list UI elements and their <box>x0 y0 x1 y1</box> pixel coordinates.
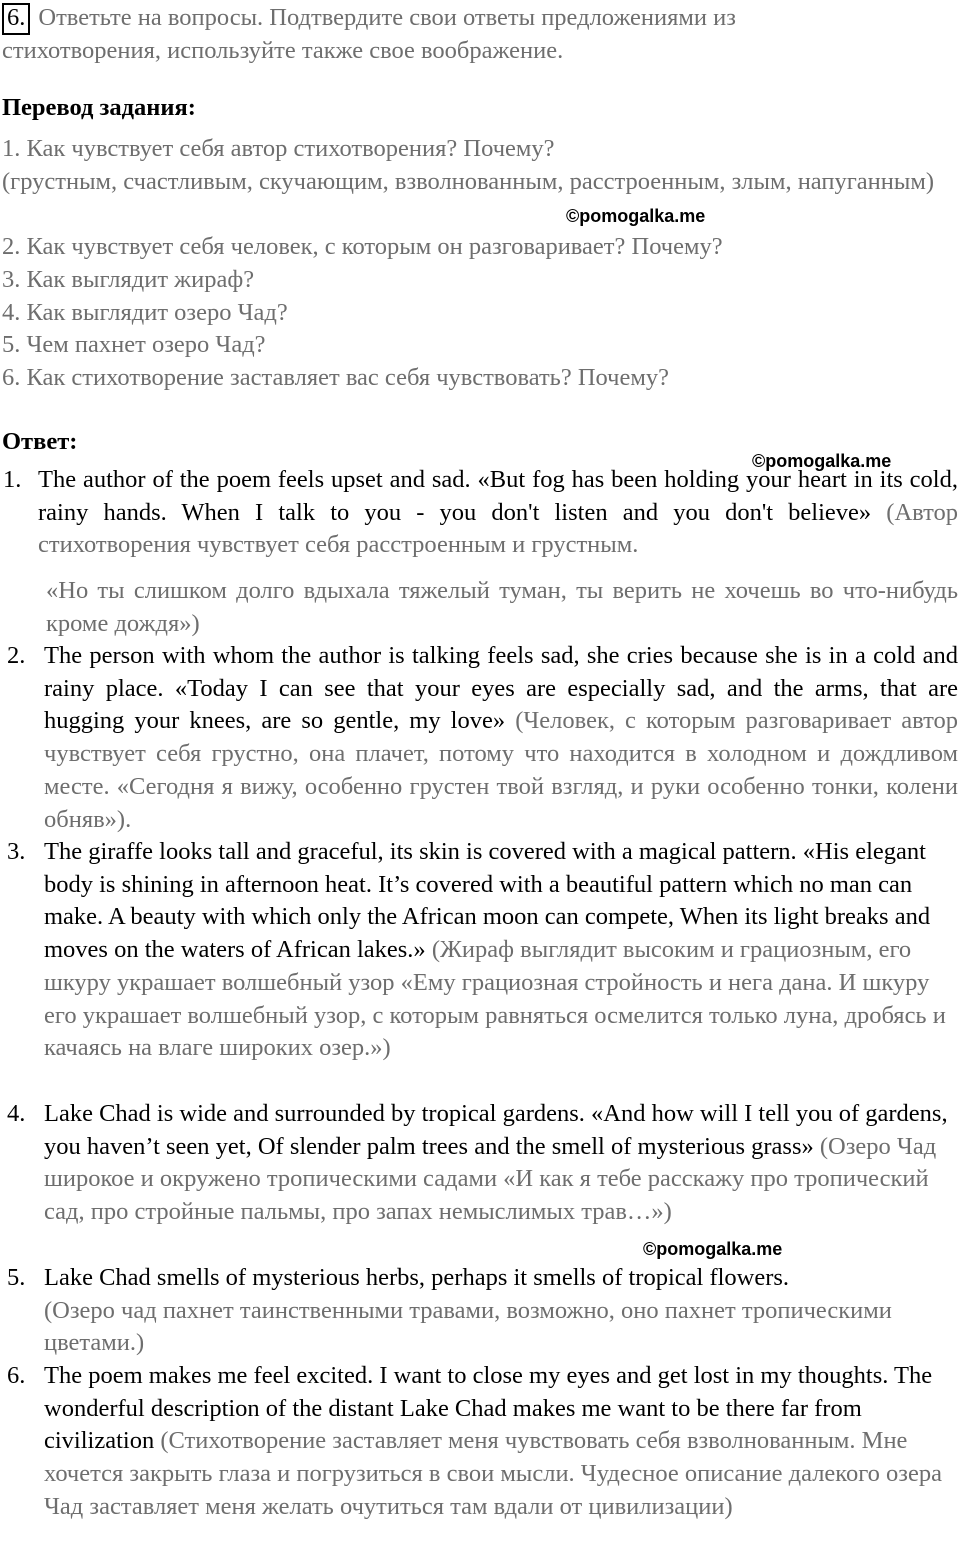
answer-item-number: 6. <box>7 1362 26 1389</box>
answer-item-number: 1. <box>3 466 22 493</box>
question-2: 2. Как чувствует себя человек, с которым он разговаривает? Почему? <box>2 233 723 260</box>
question-4: 4. Как выглядит озеро Чад? <box>2 299 288 326</box>
answer-item-russian: (Озеро Чад широкое и окружено тропическими садами «И как я тебе расскажу про тропический сад, про стройные пальмы, про запах немыслимых трав…») <box>44 1132 937 1226</box>
answer-heading: Ответ: <box>2 428 78 455</box>
answer-item-english: The person with whom the author is talking feels sad, she cries because she is in a cold and rainy place. «Today I can see that your eyes are especially sad, and the arms, that are hugging your knees, are so gentle, my love» <box>44 642 958 735</box>
answer-item-1-russian-cont: «Но ты слишком долго вдыхала тяжелый туман, ты верить не хочешь во что-нибудь кроме дождя») <box>46 577 958 637</box>
answer-item-russian: (Жираф выглядит высоким и грациозным, его шкуру украшает волшебный узор «Ему грациозная стройность и нега дана. И шкуру его украшает волшебный узор, с которым равняться осмелится только луна, дробясь и качаясь на влаге широких озер.») <box>44 936 946 1062</box>
task-line <box>2 2 952 68</box>
question-1: 1. Как чувствует себя автор стихотворения? Почему? <box>2 135 555 162</box>
answer-item-body <box>44 1098 958 1229</box>
answer-item-4 <box>0 1098 958 1229</box>
answer-item-1 <box>0 464 958 562</box>
watermark: ©pomogalka.me <box>643 1239 783 1259</box>
answer-item-number: 5. <box>7 1264 26 1291</box>
answer-item-body <box>38 464 958 562</box>
answer-item-russian: (Озеро чад пахнет таинственными травами, возможно, оно пахнет тропическими цветами.) <box>44 1296 892 1357</box>
answer-item-body <box>44 640 958 836</box>
answer-item-english: Lake Chad smells of mysterious herbs, perhaps it smells of tropical flowers. <box>44 1264 790 1291</box>
answer-item-5 <box>0 1262 958 1360</box>
answer-item-russian: (Человек, с которым разговаривает автор чувствует себя грустно, она плачет, потому что находится в холодном и дождливом месте. «Сегодня я вижу, особенно грустен твой взгляд, и руки особенно тонки, колени обняв»). <box>44 707 959 833</box>
task-number: 6. <box>2 3 30 35</box>
answer-item-english: The poem makes me feel excited. I want to close my eyes and get lost in my thoughts. The wonderful description of the distant Lake Chad makes me want to be there far from civilization <box>44 1362 933 1455</box>
answer-item-english: The giraffe looks tall and graceful, its skin is covered with a magical pattern. «His elegant body is shining in afternoon heat. It’s covered with a beautiful pattern which no man can make. A beauty with which only the African moon can compete, When its light breaks and moves on the waters of African lakes.» <box>44 838 931 964</box>
answer-item-english: Lake Chad is wide and surrounded by tropical gardens. «And how will I tell you of gardens, you haven’t seen yet, Of slender palm trees and the smell of mysterious grass» <box>44 1100 948 1160</box>
task-text-line2: стихотворения, используйте также свое воображение. <box>2 37 564 64</box>
task-text-line1: Ответьте на вопросы. Подтвердите свои ответы предложениями из <box>38 4 736 31</box>
answer-item-english: The author of the poem feels upset and sad. «But fog has been holding your heart in its cold, rainy hands. When I talk to you - you don't listen and you don't believe» <box>38 466 958 526</box>
answer-item-number: 2. <box>7 642 26 669</box>
answer-item-russian: (Автор стихотворения чувствует себя расстроенным и грустным. <box>38 498 958 559</box>
translation-heading: Перевод задания: <box>2 94 196 121</box>
answer-item-russian: (Стихотворение заставляет меня чувствовать себя взволнованным. Мне хочется закрыть глаза и погрузиться в свои мысли. Чудесное описание далекого озера Чад заставляет меня желать очутиться там вдали от цивилизации) <box>44 1427 942 1520</box>
answer-item-body <box>44 1360 958 1524</box>
question-6: 6. Как стихотворение заставляет вас себя чувствовать? Почему? <box>2 364 669 391</box>
answer-item-number: 4. <box>7 1100 26 1127</box>
question-1-hint: (грустным, счастливым, скучающим, взволнованным, расстроенным, злым, напуганным) <box>2 168 934 195</box>
watermark: ©pomogalka.me <box>752 451 892 471</box>
answer-item-number: 3. <box>7 838 26 865</box>
question-3: 3. Как выглядит жираф? <box>2 266 255 293</box>
answer-item-6 <box>0 1360 958 1524</box>
answer-item-body <box>44 836 958 1065</box>
answer-item-3 <box>0 836 958 1065</box>
answer-item-2 <box>0 640 958 836</box>
question-5: 5. Чем пахнет озеро Чад? <box>2 331 266 358</box>
watermark: ©pomogalka.me <box>566 206 706 226</box>
answer-item-body <box>44 1262 958 1360</box>
